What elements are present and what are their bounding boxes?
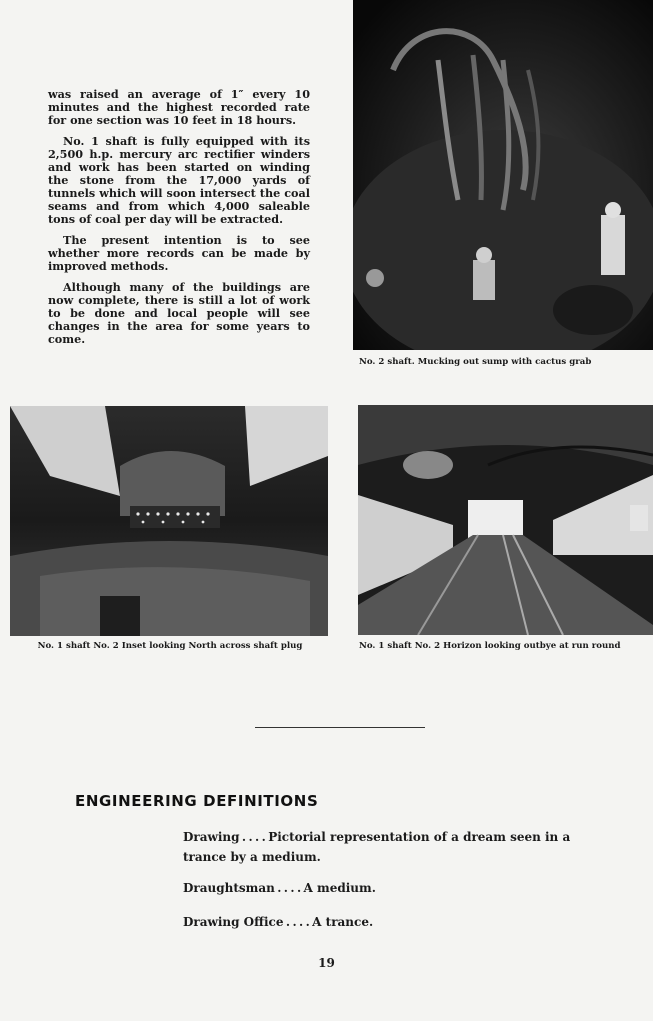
paragraph-4: Although many of the buildings are now complete, there is still a lot of work to be done and local people will see changes in the area for some years to come. [48,280,310,346]
photo-inset-north [10,406,328,636]
body-text-column [48,88,310,354]
page-number: 19 [318,956,335,970]
caption-photo-3: No. 1 shaft No. 2 Horizon looking outbye at run round [359,641,621,651]
definition-drawing-office: Drawing Office . . . . A trance. [183,915,374,929]
photo-horizon-outbye [358,405,653,635]
paragraph-1: was raised an average of 1″ every 10 minutes and the highest recorded rate for one section was 10 feet in 18 hours. [48,87,310,127]
section-heading: ENGINEERING DEFINITIONS [75,792,319,810]
photo-shaft-mucking [353,0,653,350]
caption-photo-1: No. 2 shaft. Mucking out sump with cactus grab [359,357,592,367]
section-divider [255,727,425,728]
paragraph-2: No. 1 shaft is fully equipped with its 2,500 h.p. mercury arc rectifier winders and work has been started on winding the stone from the 17,000 yards of tunnels which will soon intersect the coal seams and from which 4,000 saleable tons of coal per day will be extracted. [48,134,310,226]
paragraph-3: The present intention is to see whether more records can be made by improved methods. [48,233,310,273]
definition-drawing: Drawing . . . . Pictorial representation of a dream seen in a trance by a medium. [183,830,571,864]
caption-photo-2: No. 1 shaft No. 2 Inset looking North across shaft plug [37,641,303,651]
definition-draughtsman: Draughtsman . . . . A medium. [183,881,376,895]
